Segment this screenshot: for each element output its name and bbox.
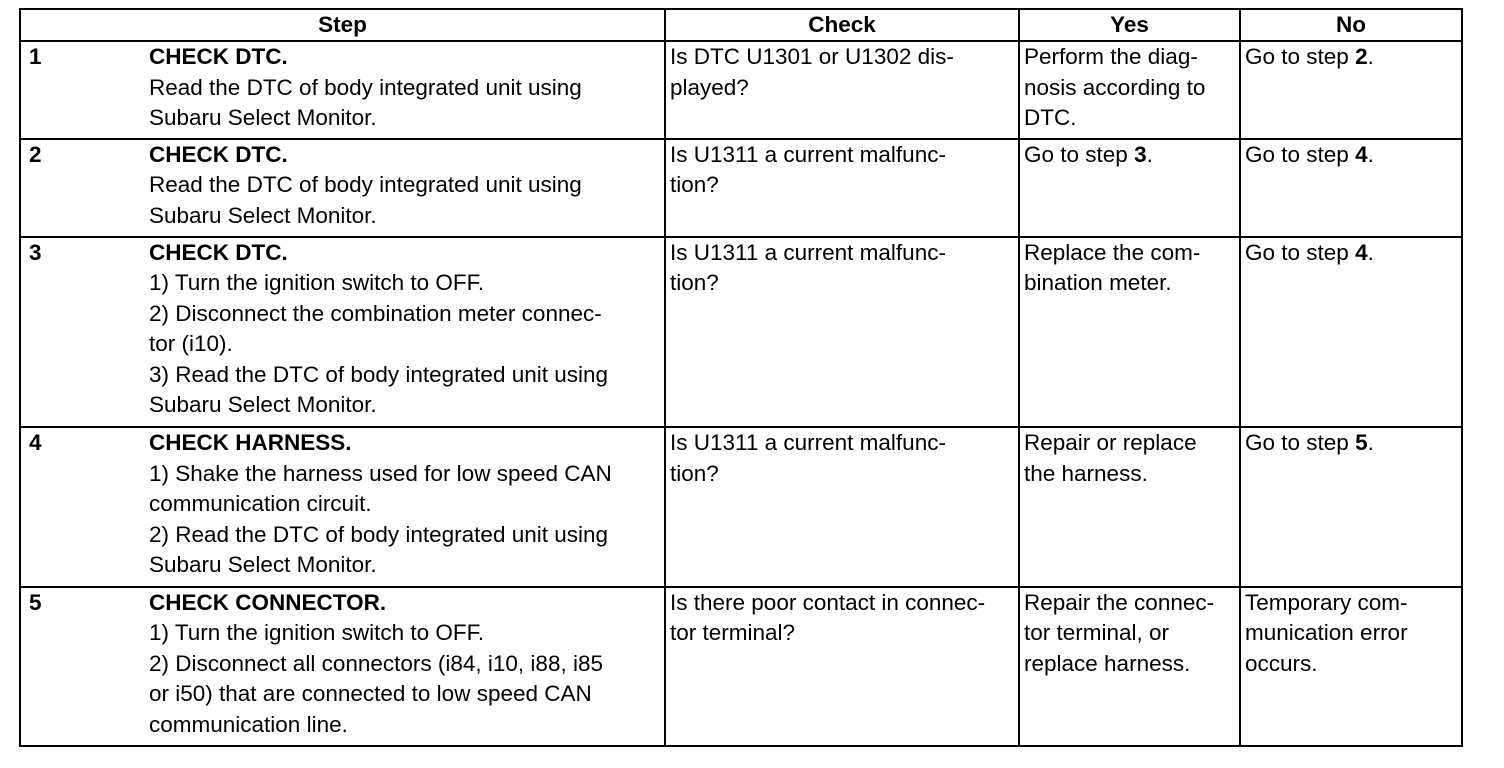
check-line: Is there poor contact in connec- xyxy=(670,589,986,615)
check-line: Is DTC U1301 or U1302 dis- xyxy=(670,44,954,69)
step-line: 2) Disconnect the combination meter connec- xyxy=(149,300,602,326)
table-row xyxy=(20,587,1462,746)
check-line: Is U1311 a current malfunc- xyxy=(670,430,946,456)
no-cell xyxy=(1240,427,1462,586)
step-number: 3 xyxy=(29,239,42,265)
check-line: tion? xyxy=(670,460,719,486)
header-step: Step xyxy=(20,9,665,41)
step-line: tor (i10). xyxy=(149,331,233,357)
step-line: Subaru Select Monitor. xyxy=(149,202,377,228)
check-line: tor terminal? xyxy=(670,620,796,646)
yes-cell xyxy=(1019,237,1240,428)
yes-text: Go to step xyxy=(1024,141,1135,167)
no-step-ref: 5 xyxy=(1355,430,1368,456)
no-step-ref: 4 xyxy=(1355,141,1368,167)
step-line: Subaru Select Monitor. xyxy=(149,105,377,130)
check-line: tion? xyxy=(670,172,719,198)
no-period: . xyxy=(1367,239,1374,265)
no-text: Go to step xyxy=(1245,430,1356,456)
step-cell xyxy=(20,427,665,586)
step-line: or i50) that are connected to low speed CAN xyxy=(149,681,592,707)
yes-cell xyxy=(1019,41,1240,139)
no-cell xyxy=(1240,237,1462,428)
table-row xyxy=(20,41,1462,139)
step-body xyxy=(149,42,660,134)
no-text: Go to step xyxy=(1245,239,1356,265)
step-line: communication circuit. xyxy=(149,491,372,517)
check-line: Is U1311 a current malfunc- xyxy=(670,239,946,265)
step-cell xyxy=(20,139,665,237)
no-line: occurs. xyxy=(1245,650,1318,676)
yes-period: . xyxy=(1146,141,1153,167)
step-body xyxy=(149,588,660,741)
yes-line: tor terminal, or xyxy=(1024,620,1170,646)
step-line: Read the DTC of body integrated unit using xyxy=(149,74,582,100)
step-cell xyxy=(20,41,665,139)
step-number: 4 xyxy=(29,430,42,456)
no-period: . xyxy=(1367,430,1374,456)
no-period: . xyxy=(1367,44,1374,69)
check-cell xyxy=(665,427,1019,586)
step-line: Subaru Select Monitor. xyxy=(149,392,377,418)
no-step-ref: 4 xyxy=(1355,239,1368,265)
step-line: Subaru Select Monitor. xyxy=(149,552,377,578)
step-line: Read the DTC of body integrated unit using xyxy=(149,172,582,198)
header-yes: Yes xyxy=(1019,9,1240,41)
check-cell xyxy=(665,587,1019,746)
step-number: 2 xyxy=(29,141,42,167)
step-cell xyxy=(20,237,665,428)
table-row xyxy=(20,427,1462,586)
yes-line: replace harness. xyxy=(1024,650,1191,676)
yes-cell xyxy=(1019,587,1240,746)
yes-line: Repair the connec- xyxy=(1024,589,1215,615)
yes-line: Perform the diag- xyxy=(1024,44,1198,69)
yes-line: Replace the com- xyxy=(1024,239,1201,265)
step-title: CHECK DTC. xyxy=(149,44,288,69)
step-title: CHECK DTC. xyxy=(149,239,288,265)
header-no: No xyxy=(1240,9,1462,41)
no-cell xyxy=(1240,139,1462,237)
no-cell xyxy=(1240,587,1462,746)
check-cell xyxy=(665,139,1019,237)
no-text: Go to step xyxy=(1245,44,1356,69)
step-title: CHECK HARNESS. xyxy=(149,430,352,456)
table-row xyxy=(20,237,1462,428)
step-line: 3) Read the DTC of body integrated unit using xyxy=(149,361,609,387)
no-period: . xyxy=(1367,141,1374,167)
step-cell xyxy=(20,587,665,746)
table-row xyxy=(20,139,1462,237)
no-line: Temporary com- xyxy=(1245,589,1408,615)
step-line: 2) Disconnect all connectors (i84, i10, i88, i85 xyxy=(149,650,603,676)
yes-line: nosis according to xyxy=(1024,74,1206,100)
step-title: CHECK DTC. xyxy=(149,141,288,167)
yes-line: Repair or replace xyxy=(1024,430,1197,456)
diagnostic-table xyxy=(19,8,1463,747)
header-row xyxy=(20,9,1462,41)
yes-cell xyxy=(1019,139,1240,237)
yes-line: bination meter. xyxy=(1024,270,1172,296)
no-cell xyxy=(1240,41,1462,139)
check-cell xyxy=(665,237,1019,428)
yes-step-ref: 3 xyxy=(1134,141,1147,167)
no-text: Go to step xyxy=(1245,141,1356,167)
step-number: 5 xyxy=(29,589,42,615)
step-number: 1 xyxy=(29,44,42,69)
check-line: Is U1311 a current malfunc- xyxy=(670,141,946,167)
no-line: munication error xyxy=(1245,620,1408,646)
step-body xyxy=(149,140,660,232)
check-line: played? xyxy=(670,74,749,100)
check-line: tion? xyxy=(670,270,719,296)
step-line: 1) Shake the harness used for low speed CAN xyxy=(149,460,612,486)
no-step-ref: 2 xyxy=(1355,44,1368,69)
step-line: communication line. xyxy=(149,711,348,737)
header-check: Check xyxy=(665,9,1019,41)
step-body xyxy=(149,428,660,581)
step-body xyxy=(149,238,660,421)
yes-cell xyxy=(1019,427,1240,586)
step-title: CHECK CONNECTOR. xyxy=(149,589,387,615)
step-line: 1) Turn the ignition switch to OFF. xyxy=(149,270,485,296)
check-cell xyxy=(665,41,1019,139)
yes-line: DTC. xyxy=(1024,105,1077,130)
step-line: 1) Turn the ignition switch to OFF. xyxy=(149,620,485,646)
step-line: 2) Read the DTC of body integrated unit using xyxy=(149,521,609,547)
yes-line: the harness. xyxy=(1024,460,1148,486)
